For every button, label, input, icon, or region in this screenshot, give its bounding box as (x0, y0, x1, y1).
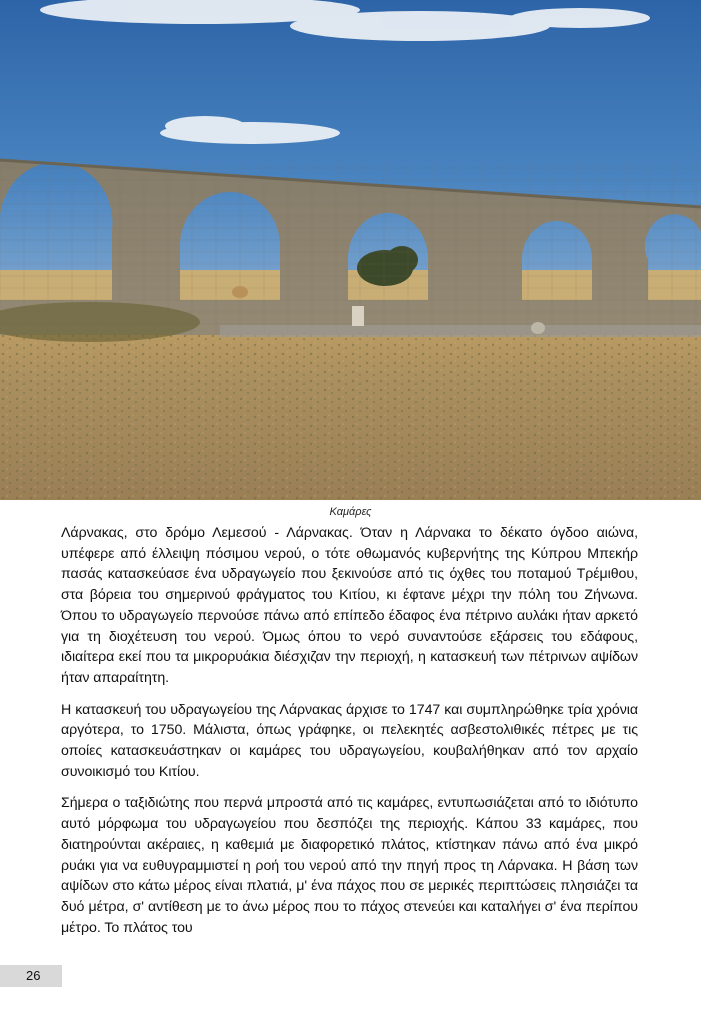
road (220, 325, 701, 337)
marker-stone (352, 306, 364, 326)
paragraph: Η κατασκευή του υδραγωγείου της Λάρνακας άρχισε το 1747 και συμπληρώθηκε τρία χρόνια αργότερα, το 1750. Μάλιστα, όπως γράφηκε, οι πελεκητές ασβεστολιθικές πέτρες με τις οποίες κατασκευάστηκαν οι καμάρες του υδραγωγείου, κουβαλήθηκαν από τον αρχαίο συνοικισμό του Κιτίου. (61, 701, 638, 780)
aqueduct-photo (0, 0, 701, 500)
aqueduct-illustration (0, 0, 701, 500)
figure-caption: Καμάρες (329, 506, 372, 518)
body-text (61, 523, 638, 949)
paragraph: Σήμερα ο ταξιδιώτης που περνά μπροστά από τις καμάρες, εντυπωσιάζεται από το ιδιότυπο αυτό μόρφωμα του υδραγωγείου που δεσπόζει της περιοχής. Κάπου 33 καμάρες, που διατηρούνται ακέραιες, η καθεμιά με διαφορετικό πλάτος, κτίστηκαν πάνω από ένα μικρό ρυάκι για να ευθυγραμμιστεί η ροή του νερού από την πηγή προς τη Λάρνακα. Η βάση των αψίδων στο κάτω μέρος είναι πλατιά, μ' ένα πάχος που σε μερικές περιπτώσεις πλησιάζει τα δυό μέτρα, σ' αντίθεση με το άνω μέρος που το πάχος στενεύει και καταλήγει σ' ένα περίπου μέτρο. Το πλάτος του (61, 795, 638, 936)
paragraph: Λάρνακας, στο δρόμο Λεμεσού - Λάρνακας. Όταν η Λάρνακα το δέκατο όγδοο αιώνα, υπέφερε από έλλειψη πόσιμου νερού, ο τότε οθωμανός κυβερνήτης της Κύπρου Μπεκήρ πασάς κατασκεύασε ένα υδραγωγείο που ξεκινούσε από τις όχθες του ποταμού Τρέμιθου, στα βόρεια του σημερινού φράγματος του Κιτίου, κι έφτανε μέχρι την πόλη του Ζήνωνα. Όπου το υδραγωγείο περνούσε πάνω από επίπεδο έδαφος ένα πέτρινο αυλάκι ήταν αρκετό για τη διοχέτευση του νερού. Όμως όπου το νερό συναντούσε εξάρσεις του εδάφους, ιδιαίτερα εκεί που τα μικρορυάκια διέσχιζαν την περιοχή, η κατασκευή των πέτρινων αψίδων ήταν απαραίτητη. (61, 525, 638, 686)
page-number: 26 (0, 965, 62, 987)
